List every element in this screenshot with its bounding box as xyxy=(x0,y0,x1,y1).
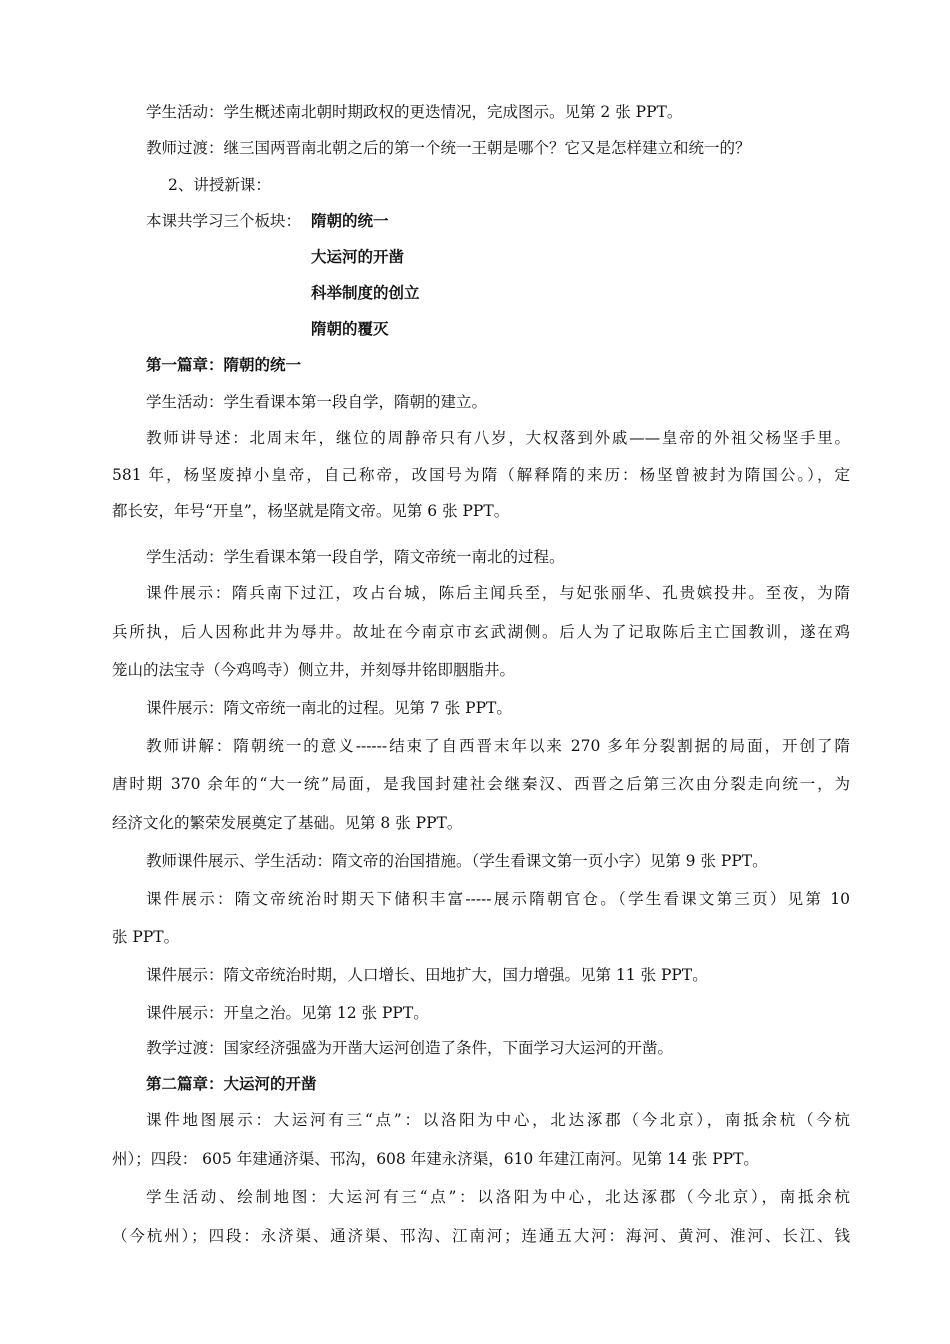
paragraph-line: 学生活动：学生看课本第一段自学，隋文帝统一南北的过程。 xyxy=(146,548,565,566)
paragraph-line: 581 年，杨坚废掉小皇帝，自己称帝，改国号为隋（解释隋的来历：杨坚曾被封为隋国公。），定 xyxy=(112,466,850,484)
paragraph-line: 唐时期 370 余年的“大一统”局面，是我国封建社会继秦汉、西晋之后第三次由分裂走向统一，为 xyxy=(112,775,850,793)
paragraph-line: 课件展示：开皇之治。见第 12 张 PPT。 xyxy=(146,1004,429,1022)
paragraph-line: 课件地图展示：大运河有三“点”：以洛阳为中心，北达涿郡（今北京），南抵余杭（今杭 xyxy=(146,1111,850,1129)
paragraph-line: 张 PPT。 xyxy=(112,928,180,946)
paragraph-line: 课件展示：隋文帝统治时期，人口增长、田地扩大，国力增强。见第 11 张 PPT。 xyxy=(146,966,708,984)
paragraph-line: 教师讲解：隋朝统一的意义------结束了自西晋末年以来 270 多年分裂割据的局面，开创了隋 xyxy=(146,737,850,755)
paragraph-line: 本课共学习三个板块： xyxy=(146,212,302,230)
paragraph-line: 笼山的法宝寺（今鸡鸣寺）侧立井，并刻辱井铭即胭脂井。 xyxy=(112,661,516,679)
block-title-4: 隋朝的覆灭 xyxy=(311,319,389,338)
paragraph-line: 教学过渡：国家经济强盛为开凿大运河创造了条件，下面学习大运河的开凿。 xyxy=(146,1039,674,1057)
paragraph-line: 州）；四段： 605 年建通济渠、邗沟，608 年建永济渠，610 年建江南河。见第 14 张 PPT。 xyxy=(112,1150,759,1168)
paragraph-line: 兵所执，后人因称此井为辱井。故址在今南京市玄武湖侧。后人为了记取陈后主亡国教训，遂在鸡 xyxy=(112,623,850,641)
paragraph-line: 学生活动、绘制地图：大运河有三“点”：以洛阳为中心，北达涿郡（今北京），南抵余杭 xyxy=(146,1188,850,1206)
paragraph-line: 经济文化的繁荣发展奠定了基础。见第 8 张 PPT。 xyxy=(112,814,463,832)
paragraph-line: 都长安，年号“开皇”，杨坚就是隋文帝。见第 6 张 PPT。 xyxy=(112,502,510,520)
paragraph-line: 课件展示：隋文帝统一南北的过程。见第 7 张 PPT。 xyxy=(146,699,512,717)
paragraph-line: 教师过渡：继三国两晋南北朝之后的第一个统一王朝是哪个？它又是怎样建立和统一的？ xyxy=(146,139,751,157)
chapter-heading: 第一篇章：隋朝的统一 xyxy=(146,355,302,374)
block-title-2: 大运河的开凿 xyxy=(311,247,405,266)
paragraph-line: 教师讲导述：北周末年，继位的周静帝只有八岁，大权落到外戚——皇帝的外祖父杨坚手里。 xyxy=(146,429,850,447)
paragraph-line: 课件展示：隋文帝统治时期天下储积丰富-----展示隋朝官仓。（学生看课文第三页）见第 10 xyxy=(146,890,850,908)
section-heading: 2、讲授新课： xyxy=(168,176,271,194)
block-title-3: 科举制度的创立 xyxy=(311,283,420,302)
paragraph-line: 学生活动：学生看课本第一段自学，隋朝的建立。 xyxy=(146,393,488,411)
paragraph-line: 教师课件展示、学生活动：隋文帝的治国措施。（学生看课文第一页小字）见第 9 张 PPT。 xyxy=(146,852,768,870)
paragraph-line: 课件展示：隋兵南下过江，攻占台城，陈后主闻兵至，与妃张丽华、孔贵嫔投井。至夜，为隋 xyxy=(146,584,850,602)
paragraph-line: 学生活动：学生概述南北朝时期政权的更迭情况，完成图示。见第 2 张 PPT。 xyxy=(146,103,683,121)
block-title-1: 隋朝的统一 xyxy=(311,211,389,230)
paragraph-line: （今杭州）；四段：永济渠、通济渠、邗沟、江南河；连通五大河：海河、黄河、淮河、长江、钱 xyxy=(112,1227,850,1245)
chapter-heading: 第二篇章：大运河的开凿 xyxy=(146,1074,317,1093)
